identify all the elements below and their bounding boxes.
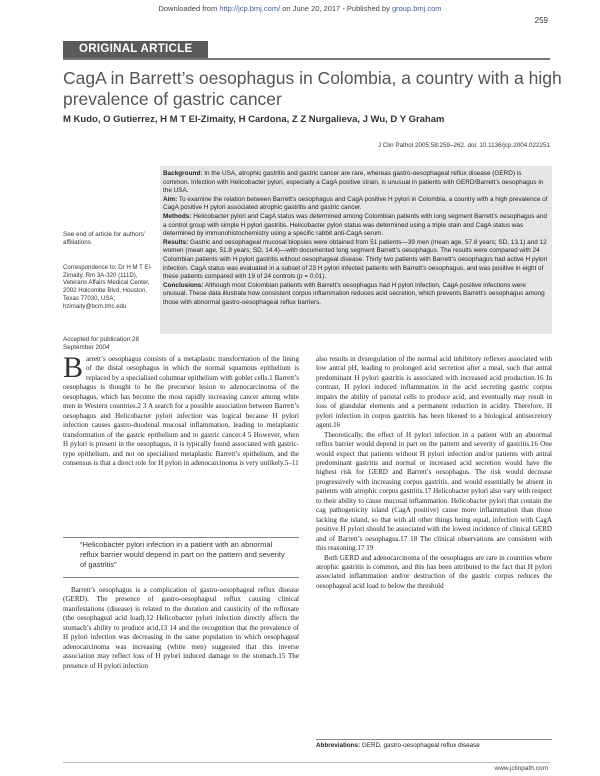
abstract-conclusions xyxy=(163,282,549,308)
conclusions-text: Although most Colombian patients with Barrett’s oesophagus had H pylori infection, CagA positive infections were unusual. These data illustrate how consistent corpus inflammation reduces acid secretion, which prevents Barrett’s oesophagus among those with abnormal gastro-oesophageal reflux barriers. xyxy=(163,281,545,306)
correspondence-note: Correspondence to: Dr H M T El-Zimaity, Rm 3A-320 (111D), Veterans Affairs Medical Center, 2002 Holcombe Blvd, Houston, Texas 77030, USA; hzimaity@bcm.tmc.edu xyxy=(63,264,152,310)
footer-rule xyxy=(63,762,550,763)
section-divider xyxy=(63,58,550,60)
paragraph xyxy=(63,351,299,468)
abstract-text xyxy=(163,170,549,308)
abbreviations-label: Abbreviations: xyxy=(316,742,361,749)
abstract-results xyxy=(163,239,549,282)
abbreviations-rule xyxy=(316,739,552,740)
drop-cap: B xyxy=(63,351,84,384)
background-label: Background: xyxy=(163,170,203,177)
accepted-note: Accepted for publication 28 September 2004 xyxy=(63,336,139,351)
conclusions-label: Conclusions: xyxy=(163,281,204,289)
body-column-right xyxy=(316,355,552,591)
abstract-aim xyxy=(163,196,549,213)
aim-text: To examine the relation between Barrett’s oesophagus and CagA positive H pylori in Colombia, a country with a high prevalence of CagA positive H pylori associated atrophic gastritis and gastric cancer. xyxy=(163,195,548,212)
publisher-link[interactable]: group.bmj.com xyxy=(391,4,442,13)
methods-label: Methods: xyxy=(163,212,192,220)
results-label: Results: xyxy=(163,238,189,246)
methods-text: Helicobacter pylori and CagA status was determined among Colombian patients with long segment Barrett’s oesophagus and a control group with simple H pylori gastritis. Helicobacter pylori status was determined using a triple stain and CagA status was determined by immunohistochemistry using a specific rabbit anti-CagA serum. xyxy=(163,212,547,238)
download-middle: on June 20, 2017 - Published by xyxy=(282,4,390,13)
footer-url[interactable]: www.jclinpath.com xyxy=(494,765,548,772)
body-column-left xyxy=(63,351,299,468)
section-badge: ORIGINAL ARTICLE xyxy=(63,41,208,58)
background-text: In the USA, atrophic gastritis and gastric cancer are rare, whereas gastro-oesophageal reflux disease (GERD) is common. Infection with Helicobacter pylori, especially a CagA positive strain, is unusual in patients with GERD/Barrett’s oesophagus in the USA. xyxy=(163,170,544,195)
body-column-left-lower xyxy=(63,586,299,671)
paragraph-text: arrett’s oesophagus consists of a metaplastic transformation of the lining of the distal oesophagus in which the normal squamous epithelium is replaced by a specialised columnar epithelium with goblet cells.1 Barrett’s oesophagus is thought to be the precursor lesion to adenocarcinoma of the oesophagus, which has become the most rapidly increasing cancer among white men in Western countries.2 3 A search for a possible association between Barrett’s oesophagus and Helicobacter pylori infection was logical because H pylori infection causes gastro-duodenal mucosal inflammation, leading to metaplastic transformation of the gastric epithelium and to gastric cancer.4 5 However, when H pylori is present in the oesophagus, it is typically found associated with gastric-type epithelium, and not on specialised metaplastic Barrett’s epithelium, and the consensus is that a direct role for H pylori in adenocarcinoma is very unlikely.5–11 xyxy=(63,355,299,467)
download-prefix: Downloaded from xyxy=(158,4,218,13)
abstract-background xyxy=(163,170,549,196)
abbreviations-text: GERD, gastro-oesophageal reflux disease xyxy=(361,742,480,749)
paragraph: Barrett’s oesophagus is a complication of gastro-oesophageal reflux disease (GERD). The presence of gastro-oesophageal reflux causing clinical manifestations (disease) is related to the duration and causticity of the refluxate (the oesophageal acid load).12 Helicobacter pylori infection directly affects the stomach’s ability to produce acid,13 14 and the recognition that the prevalence of H pylori infection was decreasing in the same population in which oesophageal adenocarcinoma was increasing (white men) suggested that this inverse association may reflect loss of H pylori induced damage to the stomach.15 The presence of H pylori infection xyxy=(63,586,299,670)
pullquote-rule-top xyxy=(63,537,299,538)
download-banner xyxy=(0,4,600,13)
paragraph: Both GERD and adenocarcinoma of the oesophagus are rare in countries where atrophic gastritis is common, and this has been attributed to the fact that H pylori associated inflammation and/or destruction of the gastric corpus reduces the oesophageal acid load to below the threshold xyxy=(316,553,552,590)
author-list: M Kudo, O Gutierrez, H M T El-Zimaity, H Cardona, Z Z Nurgalieva, J Wu, D Y Graham xyxy=(63,114,445,125)
citation-line: J Clin Pathol 2005;58:259–262. doi: 10.1136/jcp.2004.022251 xyxy=(377,142,550,149)
pullquote-rule-bottom xyxy=(63,577,299,578)
journal-link[interactable]: http://jcp.bmj.com/ xyxy=(219,4,281,13)
paragraph: also results in dysregulation of the normal acid inhibitory reflexes associated with low antral pH, leading to prolonged acid secretion after a meal, such that antral predominant H pylori gastritis is associated with increased acid production.16 In contrast, H pylori induced inflammation in the acid secreting gastric corpus impairs the ability of parietal cells to produce acid, and eventually may result in loss of glandular elements and a permanent reduction in acidity. Therefore, H pylori infection in corpus gastritis has been likened to a biological antisecretory agent.16 xyxy=(316,355,552,430)
paragraph: Theoretically, the effect of H pylori infection in a patient with an abnormal reflux barrier would depend in part on the pattern and severity of gastritis.16 One would expect that patients without H pylori infection and/or patients with antral predominant gastritis and normal or increased acid secretion would have the highest risk for GERD and Barrett’s oesophagus. The risk would decrease progressively with increasing corpus gastritis, and would essentially be absent in patients with atrophic corpus gastritis.17 Helicobacter pylori also vary with respect to their ability to cause mucosal inflammation. Helicobacter pylori that contain the cag pathogenicity island (CagA positive) cause more inflammation than those lacking the island, so that with all other things being equal, infection with CagA positive H pylori should be associated with the lowest incidence of clinical GERD and of Barrett’s oesophagus.17 18 The clinical observations are consistent with this reasoning.17 19 xyxy=(316,430,552,553)
aim-label: Aim: xyxy=(163,195,178,203)
abstract-methods xyxy=(163,213,549,239)
page-number: 259 xyxy=(534,16,548,25)
abbreviations xyxy=(316,742,552,749)
pull-quote: “Helicobacter pylori infection in a patient with an abnormal reflux barrier would depend in part on the pattern and severity of gastritis” xyxy=(80,540,285,569)
results-text: Gastric and oesophageal mucosal biopsies were obtained from 51 patients—39 men (mean age, 57.8 years; SD, 13.1) and 12 women (mean age, 51.8 years; SD, 14.4)—with documented long segment Barrett’s oesophagus. The results were compared with 24 Colombian patients with H pylori gastritis without oesophageal disease. Thirty two patients with Barrett’s oesophagus had active H pylori infection. CagA status was evaluated in a subset of 23 H pylori infected patients with Barrett’s oesophagus, and was positive in eight of these patients compared with 19 of 24 controls (p = 0.01). xyxy=(163,238,548,281)
affiliations-note: See end of article for authors’ affiliations xyxy=(63,231,146,246)
article-title: CagA in Barrett’s oesophagus in Colombia, a country with a high prevalence of gastric cancer xyxy=(63,68,562,109)
